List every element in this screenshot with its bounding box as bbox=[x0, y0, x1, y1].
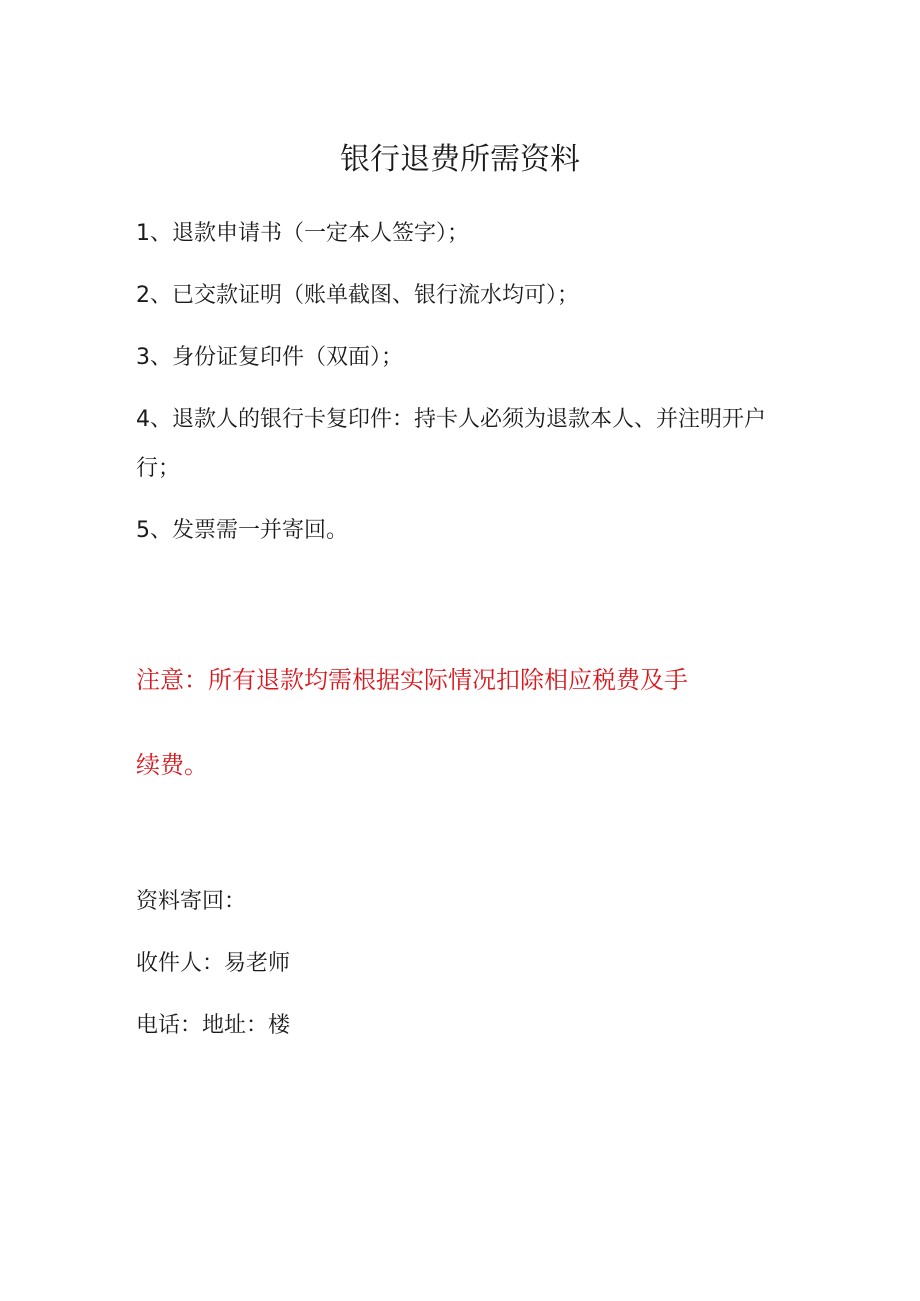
list-item-4: 4、退款人的银行卡复印件：持卡人必须为退款本人、并注明开户 bbox=[136, 407, 766, 432]
notice-line-2: 续费。 bbox=[136, 751, 208, 779]
mailing-heading: 资料寄回： bbox=[136, 889, 247, 914]
document-title: 银行退费所需资料 bbox=[340, 142, 580, 177]
list-item-3: 3、身份证复印件（双面）； bbox=[136, 345, 403, 370]
list-item-4-continuation: 行； bbox=[136, 456, 181, 481]
list-item-2: 2、已交款证明（账单截图、银行流水均可）； bbox=[136, 283, 579, 308]
list-item-5: 5、发票需一并寄回。 bbox=[136, 518, 348, 543]
list-item-1: 1、退款申请书（一定本人签字）； bbox=[136, 221, 469, 246]
notice-line-1: 注意：所有退款均需根据实际情况扣除相应税费及手 bbox=[136, 666, 688, 694]
mailing-contact: 电话：地址：楼 bbox=[136, 1013, 291, 1038]
mailing-recipient: 收件人：易老师 bbox=[136, 951, 291, 976]
